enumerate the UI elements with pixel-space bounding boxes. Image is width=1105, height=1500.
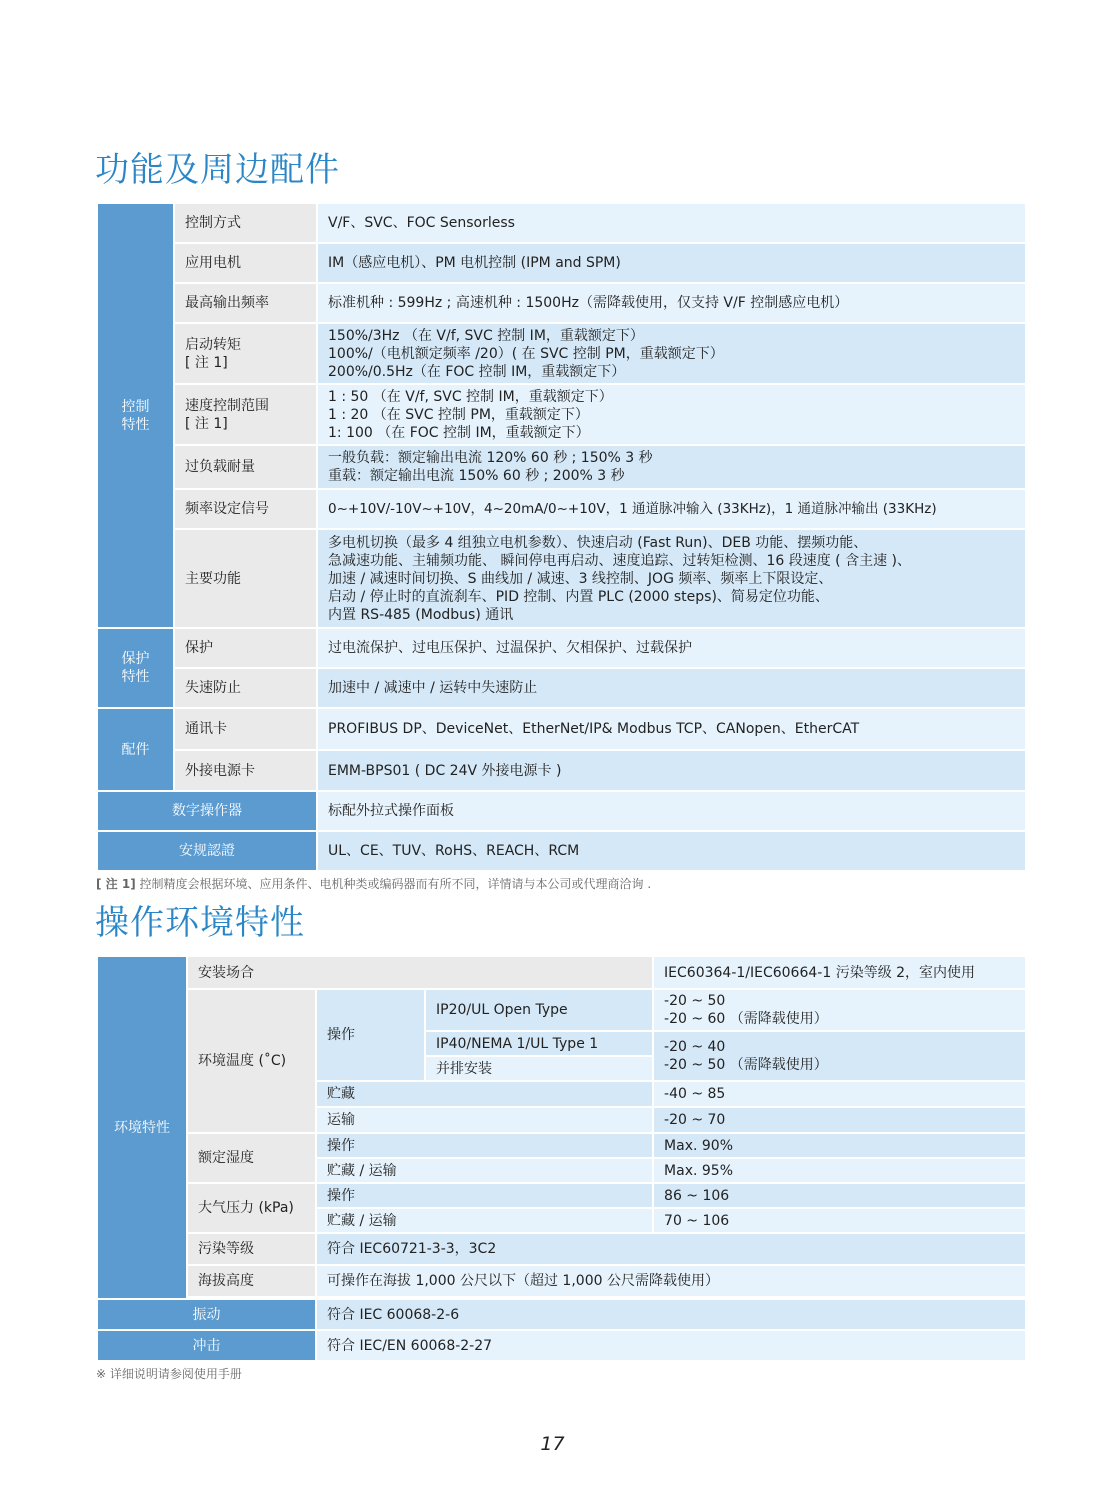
row-value: 标配外拉式操作面板 [317, 791, 1026, 831]
row-sublabel: IP40/NEMA 1/UL Type 1 [425, 1031, 653, 1056]
environment-spec-table [96, 955, 1027, 1362]
group-accessory: 配件 [97, 708, 174, 791]
row-value: EMM-BPS01 ( DC 24V 外接电源卡 ) [317, 750, 1026, 791]
table-row [97, 203, 1026, 243]
row-value: 可操作在海拔 1,000 公尺以下（超过 1,000 公尺需降载使用） [316, 1265, 1026, 1297]
table-row [97, 243, 1026, 283]
row-label: 污染等级 [187, 1233, 316, 1265]
row-value: 过电流保护、过电压保护、过温保护、欠相保护、过载保护 [317, 628, 1026, 668]
table-row [97, 283, 1026, 323]
group-control: 控制 特性 [97, 203, 174, 628]
table-row [97, 1183, 1026, 1208]
row-value: 符合 IEC 60068-2-6 [316, 1299, 1026, 1330]
row-sublabel: 操作 [316, 989, 425, 1081]
table-row [97, 750, 1026, 791]
row-value: UL、CE、TUV、RoHS、REACH、RCM [317, 831, 1026, 871]
section-title-functions: 功能及周边配件 [95, 150, 340, 190]
group-environment: 环境特性 [97, 956, 187, 1299]
row-sublabel: IP20/UL Open Type [425, 989, 653, 1031]
row-value: Max. 90% [653, 1133, 1026, 1158]
row-value: PROFIBUS DP、DeviceNet、EtherNet/IP& Modbus TCP、CANopen、EtherCAT [317, 708, 1026, 750]
table-row [97, 628, 1026, 668]
row-label: 过负载耐量 [174, 445, 317, 489]
footnote-1 [96, 875, 651, 892]
row-value: IM（感应电机）、PM 电机控制 (IPM and SPM) [317, 243, 1026, 283]
row-value: Max. 95% [653, 1158, 1026, 1183]
row-value: -20 ~ 70 [653, 1107, 1026, 1133]
row-value: 86 ~ 106 [653, 1183, 1026, 1208]
row-sublabel: 贮藏 / 运输 [316, 1158, 653, 1183]
row-label: 保护 [174, 628, 317, 668]
table-row [97, 1299, 1026, 1330]
row-label: 主要功能 [174, 529, 317, 628]
footnote-manual: ※ 详细说明请参阅使用手册 [96, 1367, 242, 1381]
table-row [97, 489, 1026, 529]
row-value: V/F、SVC、FOC Sensorless [317, 203, 1026, 243]
row-label: 外接电源卡 [174, 750, 317, 791]
row-label: 环境温度 (˚C) [187, 989, 316, 1133]
row-value: 加速中 / 减速中 / 运转中失速防止 [317, 668, 1026, 708]
row-label-vibration: 振动 [97, 1299, 316, 1330]
row-sublabel: 运输 [316, 1107, 653, 1133]
row-label: 通讯卡 [174, 708, 317, 750]
row-sublabel: 操作 [316, 1183, 653, 1208]
table-row [97, 708, 1026, 750]
table-row [97, 1330, 1026, 1361]
row-sublabel: 操作 [316, 1133, 653, 1158]
row-value: IEC60364-1/IEC60664-1 污染等级 2，室内使用 [653, 956, 1026, 989]
row-value: 0~+10V/-10V~+10V，4~20mA/0~+10V，1 通道脉冲输入 (33KHz)，1 通道脉冲输出 (33KHz) [317, 489, 1026, 529]
row-value: 符合 IEC60721-3-3，3C2 [316, 1233, 1026, 1265]
row-label: 应用电机 [174, 243, 317, 283]
row-label: 安装场合 [187, 956, 653, 989]
functions-spec-table [96, 202, 1027, 872]
table-row [97, 791, 1026, 831]
table-row [97, 445, 1026, 489]
group-protection: 保护 特性 [97, 628, 174, 708]
table-row [97, 384, 1026, 445]
row-label: 速度控制范围 [ 注 1] [174, 384, 317, 445]
section-title-environment: 操作环境特性 [95, 903, 305, 943]
table-row [97, 956, 1026, 989]
row-value: 70 ~ 106 [653, 1208, 1026, 1233]
row-sublabel: 贮藏 [316, 1081, 653, 1107]
table-row [97, 1133, 1026, 1158]
row-label: 大气压力 (kPa) [187, 1183, 316, 1233]
row-value: 150%/3Hz （在 V/f, SVC 控制 IM，重载额定下） 100%/（电机额定频率 /20）( 在 SVC 控制 PM，重载额定下） 200%/0.5Hz（在 FOC 控制 IM，重载额定下） [317, 323, 1026, 384]
row-label-certification: 安规認證 [97, 831, 317, 871]
row-value: -40 ~ 85 [653, 1081, 1026, 1107]
footnote-tag: [ 注 1] [96, 877, 136, 891]
table-row [97, 529, 1026, 628]
row-value: 标准机种 : 599Hz ; 高速机种 : 1500Hz（需降载使用，仅支持 V/F 控制感应电机） [317, 283, 1026, 323]
row-label-digital-operator: 数字操作器 [97, 791, 317, 831]
row-label: 启动转矩 [ 注 1] [174, 323, 317, 384]
row-value: 1 : 50 （在 V/f, SVC 控制 IM，重载额定下） 1 : 20 （在 SVC 控制 PM，重载额定下） 1: 100 （在 FOC 控制 IM，重载额定下） [317, 384, 1026, 445]
table-row [97, 831, 1026, 871]
row-label: 频率设定信号 [174, 489, 317, 529]
table-row [97, 989, 1026, 1031]
table-row [97, 668, 1026, 708]
page-number: 17 [540, 1433, 565, 1455]
row-label: 海拔高度 [187, 1265, 316, 1297]
row-label-shock: 冲击 [97, 1330, 316, 1361]
row-value: 一般负载：额定输出电流 120% 60 秒 ; 150% 3 秒 重载：额定输出电流 150% 60 秒 ; 200% 3 秒 [317, 445, 1026, 489]
row-label: 最高输出频率 [174, 283, 317, 323]
footnote-text: 控制精度会根据环境、应用条件、电机种类或编码器而有所不同，详情请与本公司或代理商洽询 . [135, 877, 652, 891]
table-row [97, 1265, 1026, 1297]
row-value: 多电机切换（最多 4 组独立电机参数）、快速启动 (Fast Run)、DEB 功能、摆频功能、 急减速功能、主辅频功能、 瞬间停电再启动、速度追踪、过转矩检测、16 段速度 ( 含主速 )、 加速 / 减速时间切换、S 曲线加 / 减速、3 线控制、JOG 频率、频率上下限设定、 启动 / 停止时的直流刹车、PID 控制、内置 PLC (2000 steps)、简易定位功能、 内置 RS-485 (Modbus) 通讯 [317, 529, 1026, 628]
row-sublabel: 并排安装 [425, 1056, 653, 1081]
row-label: 额定湿度 [187, 1133, 316, 1183]
row-value: -20 ~ 40 -20 ~ 50 （需降载使用） [653, 1031, 1026, 1081]
row-sublabel: 贮藏 / 运输 [316, 1208, 653, 1233]
table-row [97, 323, 1026, 384]
row-label: 失速防止 [174, 668, 317, 708]
table-row [97, 1233, 1026, 1265]
row-label: 控制方式 [174, 203, 317, 243]
row-value: 符合 IEC/EN 60068-2-27 [316, 1330, 1026, 1361]
row-value: -20 ~ 50 -20 ~ 60 （需降载使用） [653, 989, 1026, 1031]
